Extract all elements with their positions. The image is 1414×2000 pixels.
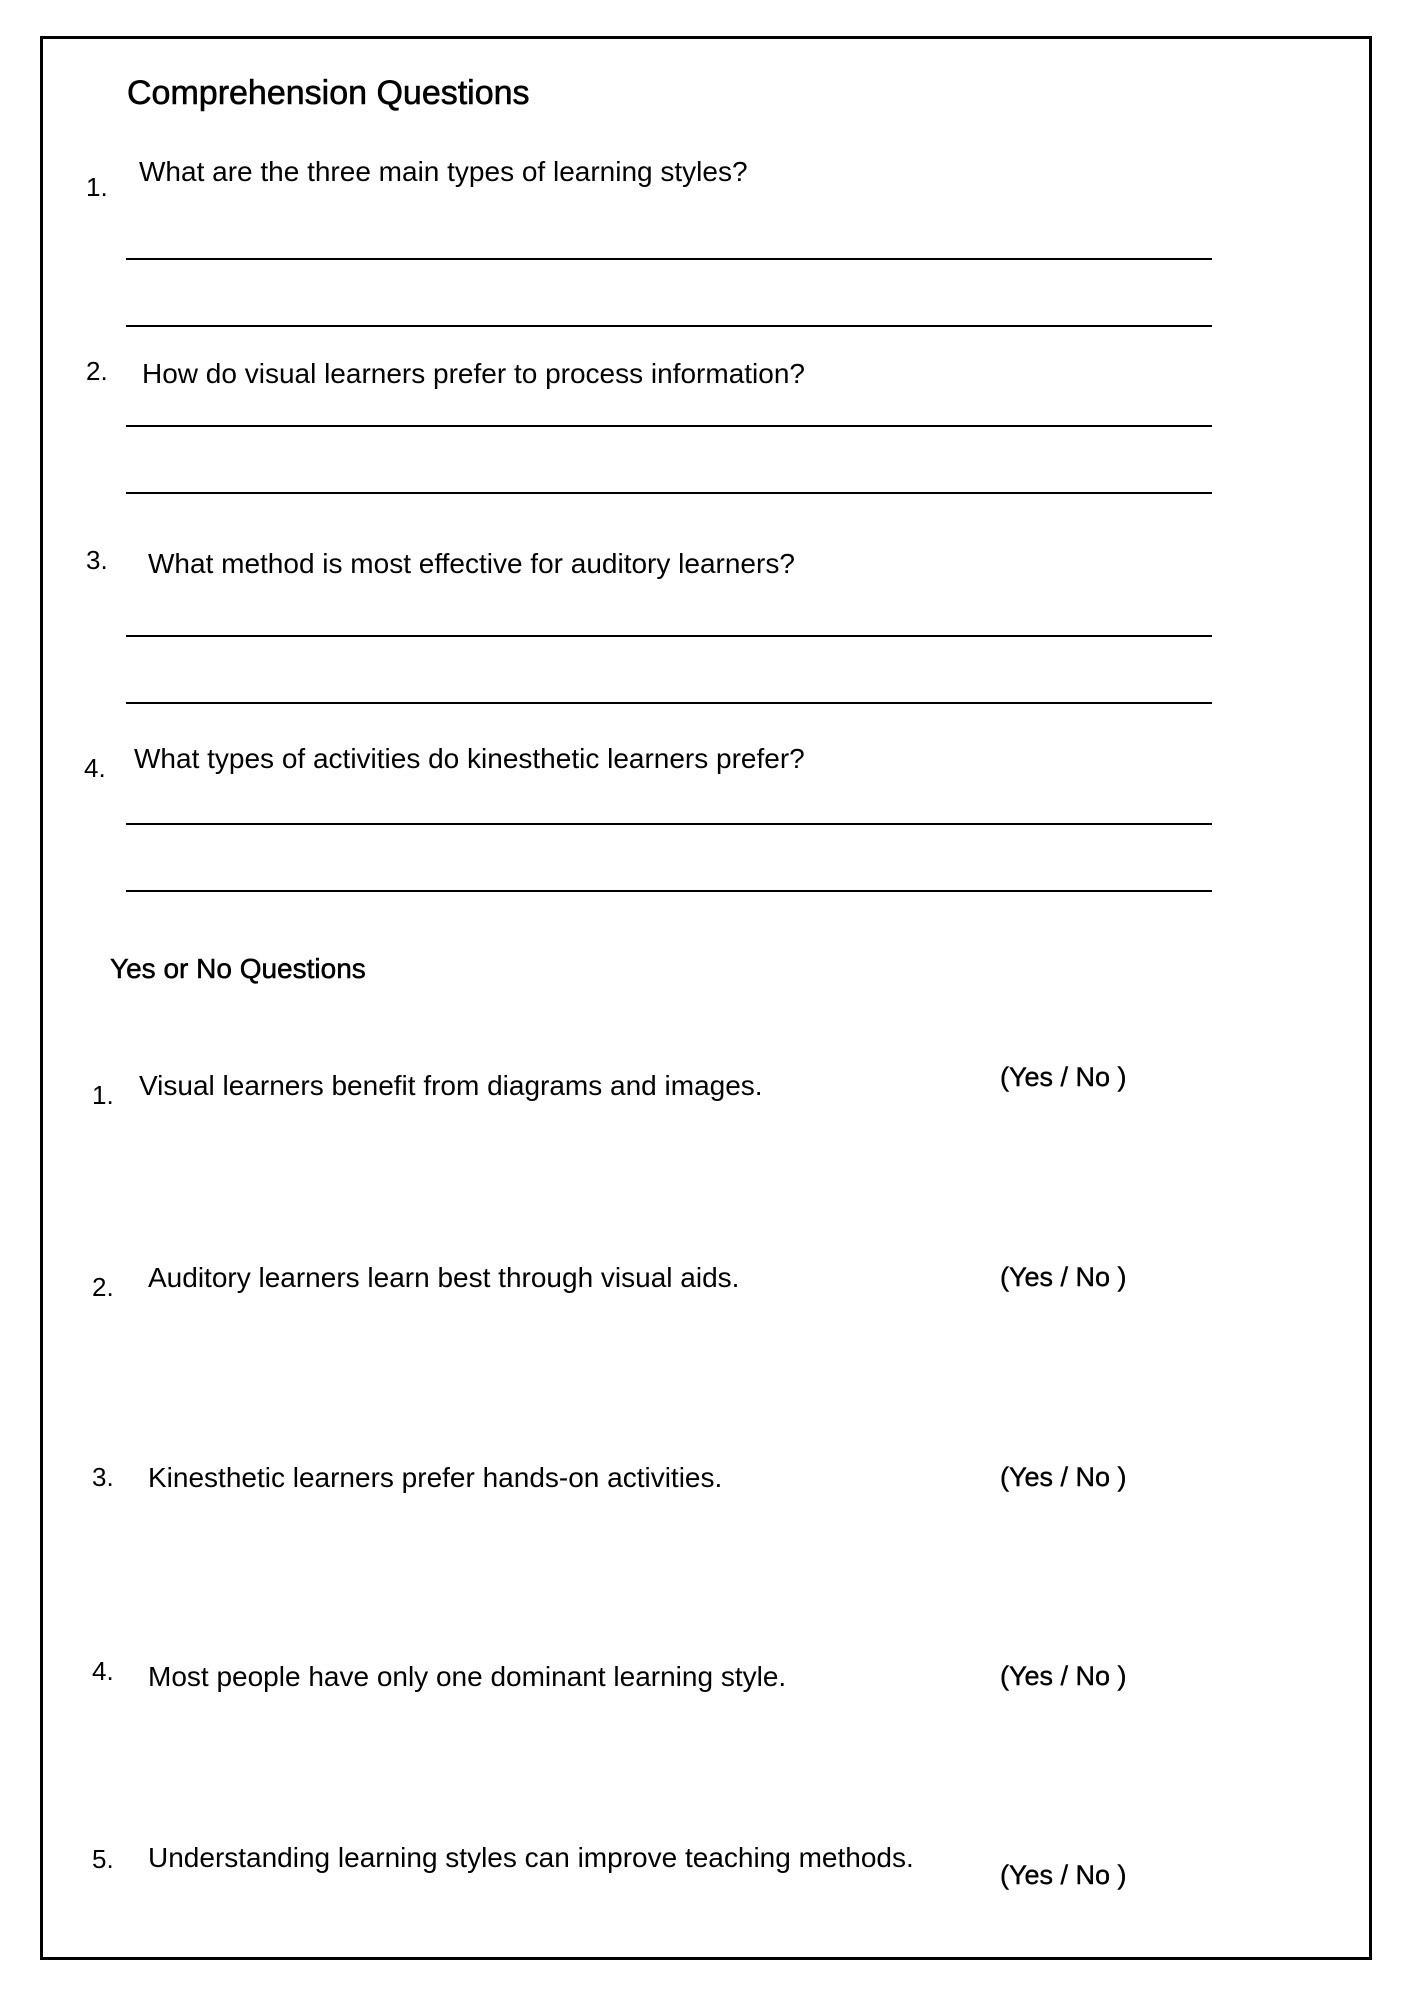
question-text: Visual learners benefit from diagrams and images. [139,1070,763,1101]
question-number: 4. [92,1656,114,1686]
answer-line[interactable] [126,325,1212,327]
comprehension-title: Comprehension Questions [127,74,530,112]
question-text: Most people have only one dominant learning style. [148,1661,787,1692]
question-text: What are the three main types of learning styles? [139,156,748,187]
question-number: 1. [86,172,108,202]
yes-no-choice[interactable]: (Yes / No ) [1000,1462,1127,1492]
answer-line[interactable] [126,425,1212,427]
question-number: 2. [86,356,108,386]
question-text: How do visual learners prefer to process information? [142,358,805,389]
yes-no-choice[interactable]: (Yes / No ) [1000,1661,1127,1691]
yes-no-choice[interactable]: (Yes / No ) [1000,1860,1127,1890]
question-number: 5. [92,1844,114,1874]
answer-line[interactable] [126,702,1212,704]
answer-line[interactable] [126,890,1212,892]
answer-line[interactable] [126,258,1212,260]
answer-line[interactable] [126,823,1212,825]
question-number: 1. [92,1080,114,1110]
question-text: Kinesthetic learners prefer hands-on activities. [148,1462,723,1493]
question-number: 3. [86,545,108,575]
question-text: Understanding learning styles can improve teaching methods. [148,1842,914,1873]
yes-no-title: Yes or No Questions [110,953,366,984]
question-text: What method is most effective for auditory learners? [148,548,795,579]
question-text: What types of activities do kinesthetic learners prefer? [134,743,805,774]
question-number: 3. [92,1462,114,1492]
answer-line[interactable] [126,635,1212,637]
yes-no-choice[interactable]: (Yes / No ) [1000,1262,1127,1292]
answer-line[interactable] [126,492,1212,494]
question-number: 4. [84,753,106,783]
question-text: Auditory learners learn best through visual aids. [148,1262,740,1293]
yes-no-choice[interactable]: (Yes / No ) [1000,1062,1127,1092]
question-number: 2. [92,1272,114,1302]
